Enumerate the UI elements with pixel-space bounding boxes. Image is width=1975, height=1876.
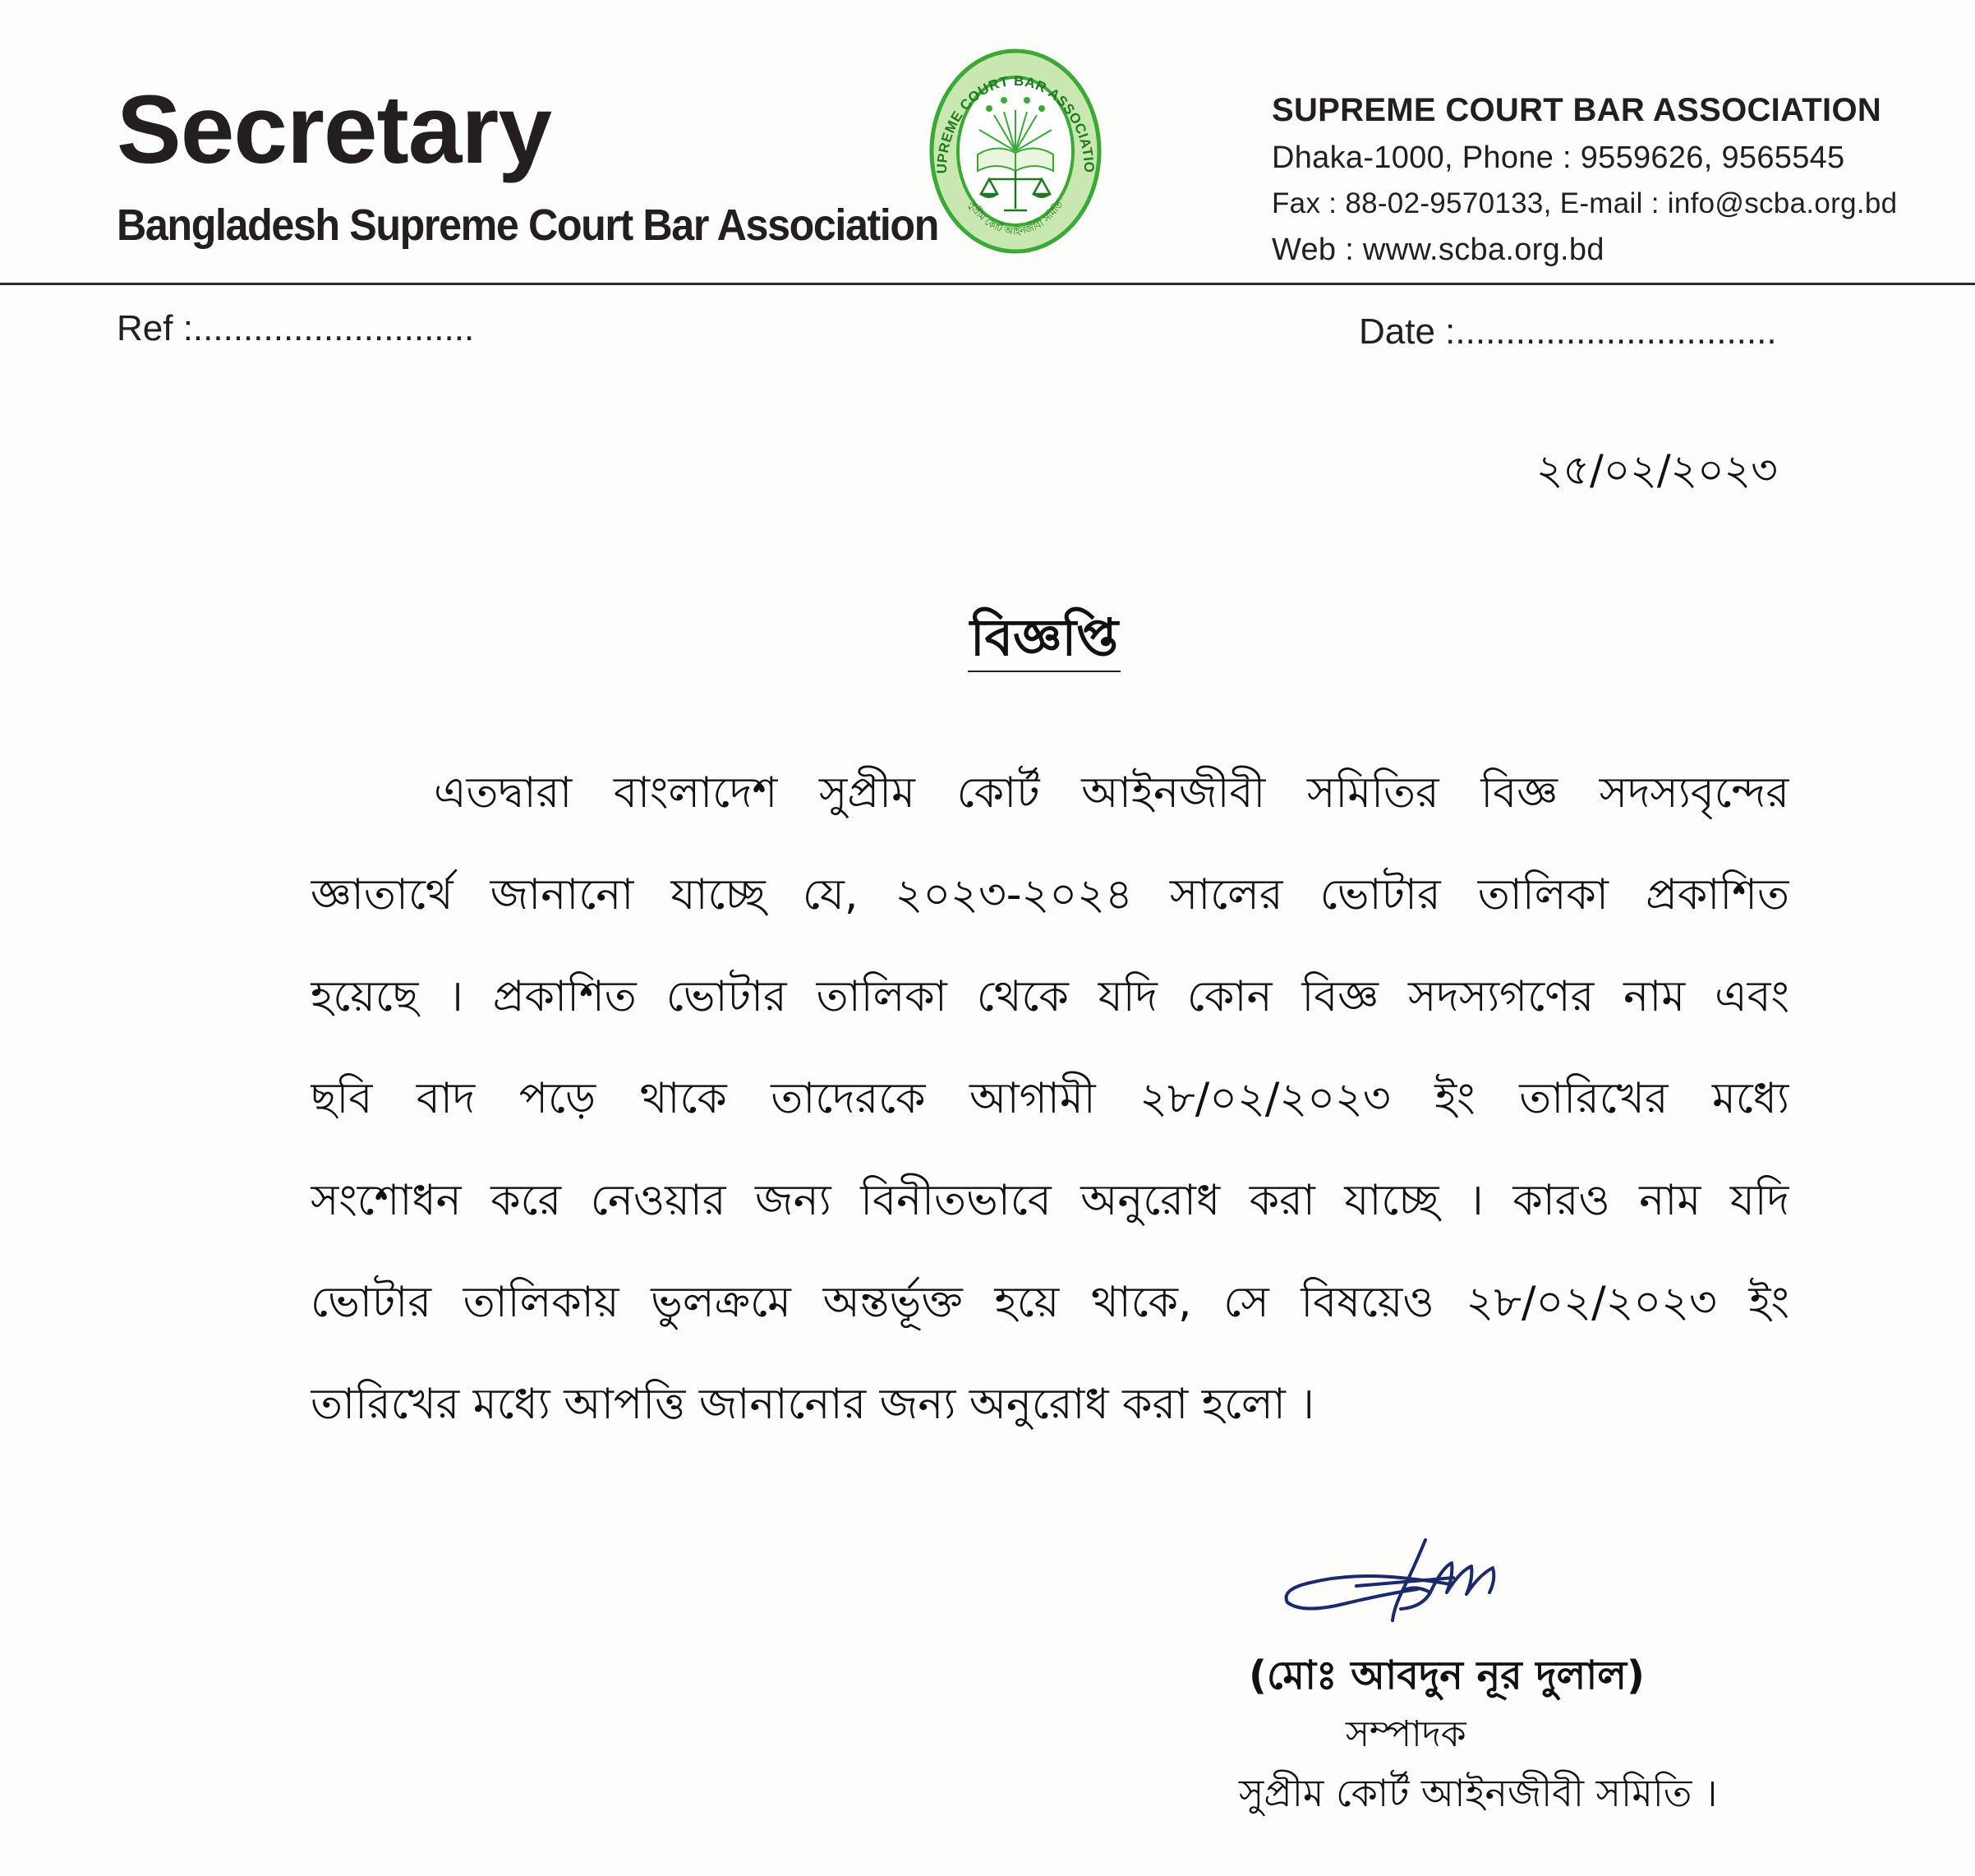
body-line: জ্ঞাতার্থে জানানো যাচ্ছে যে, ২০২৩-২০২৪ সালের ভোটার তালিকা প্রকাশিত [311, 870, 1789, 920]
issue-date: ২৫/০২/২০২৩ [1536, 446, 1778, 494]
signatory-name: (মোঃ আবদুন নূর দুলাল) [1249, 1652, 1645, 1699]
letterhead-organization: Bangladesh Supreme Court Bar Association [117, 201, 938, 250]
contact-block [1272, 85, 1913, 273]
contact-org-name: SUPREME COURT BAR ASSOCIATION [1272, 92, 1882, 128]
seal-outer-text: UPREME COURT BAR ASSOCIATIO [933, 72, 1098, 174]
ref-field: Ref :............................ [117, 308, 475, 348]
letterhead-divider [0, 283, 1975, 285]
letterhead-title: Secretary [117, 76, 551, 184]
body-line: ভোটার তালিকায় ভুলক্রমে অন্তর্ভূক্ত হয়ে থাকে, সে বিষয়েও ২৮/০২/২০২৩ ইং [311, 1278, 1789, 1327]
notice-body [311, 756, 1789, 1469]
body-line: তারিখের মধ্যে আপত্তি জানানোর জন্য অনুরোধ করা হলো । [311, 1380, 1314, 1429]
body-line: সংশোধন করে নেওয়ার জন্য বিনীতভাবে অনুরোধ করা যাচ্ছে । কারও নাম যদি [311, 1176, 1789, 1225]
signatory-designation: সম্পাদক [1346, 1713, 1466, 1755]
date-field: Date :................................ [1359, 311, 1777, 352]
body-line: ছবি বাদ পড়ে থাকে তাদেরকে আগামী ২৮/০২/২০২৩ ইং তারিখের মধ্যে [311, 1074, 1789, 1123]
signatory-association: সুপ্রীম কোর্ট আইনজীবী সমিতি । [1239, 1771, 1718, 1815]
signature-icon [1278, 1535, 1532, 1632]
seal-inner-text: সুপ্রীম কোর্ট আইনজীবী সমিতি [965, 198, 1066, 237]
contact-address-phone: Dhaka-1000, Phone : 9559626, 9565545 [1272, 141, 1845, 175]
body-line: এতদ্বারা বাংলাদেশ সুপ্রীম কোর্ট আইনজীবী সমিতির বিজ্ঞ সদস্যবৃন্দের [434, 768, 1789, 818]
association-seal-logo [928, 48, 1103, 255]
body-line: হয়েছে । প্রকাশিত ভোটার তালিকা থেকে যদি কোন বিজ্ঞ সদস্যগণের নাম এবং [311, 972, 1789, 1021]
handwritten-signature [1278, 1535, 1532, 1632]
seal-emblem-icon [928, 48, 1103, 255]
contact-fax-email: Fax : 88-02-9570133, E-mail : info@scba.org.bd [1272, 187, 1898, 219]
contact-web: Web : www.scba.org.bd [1272, 233, 1604, 267]
notice-heading: বিজ্ঞপ্তি [968, 605, 1121, 672]
